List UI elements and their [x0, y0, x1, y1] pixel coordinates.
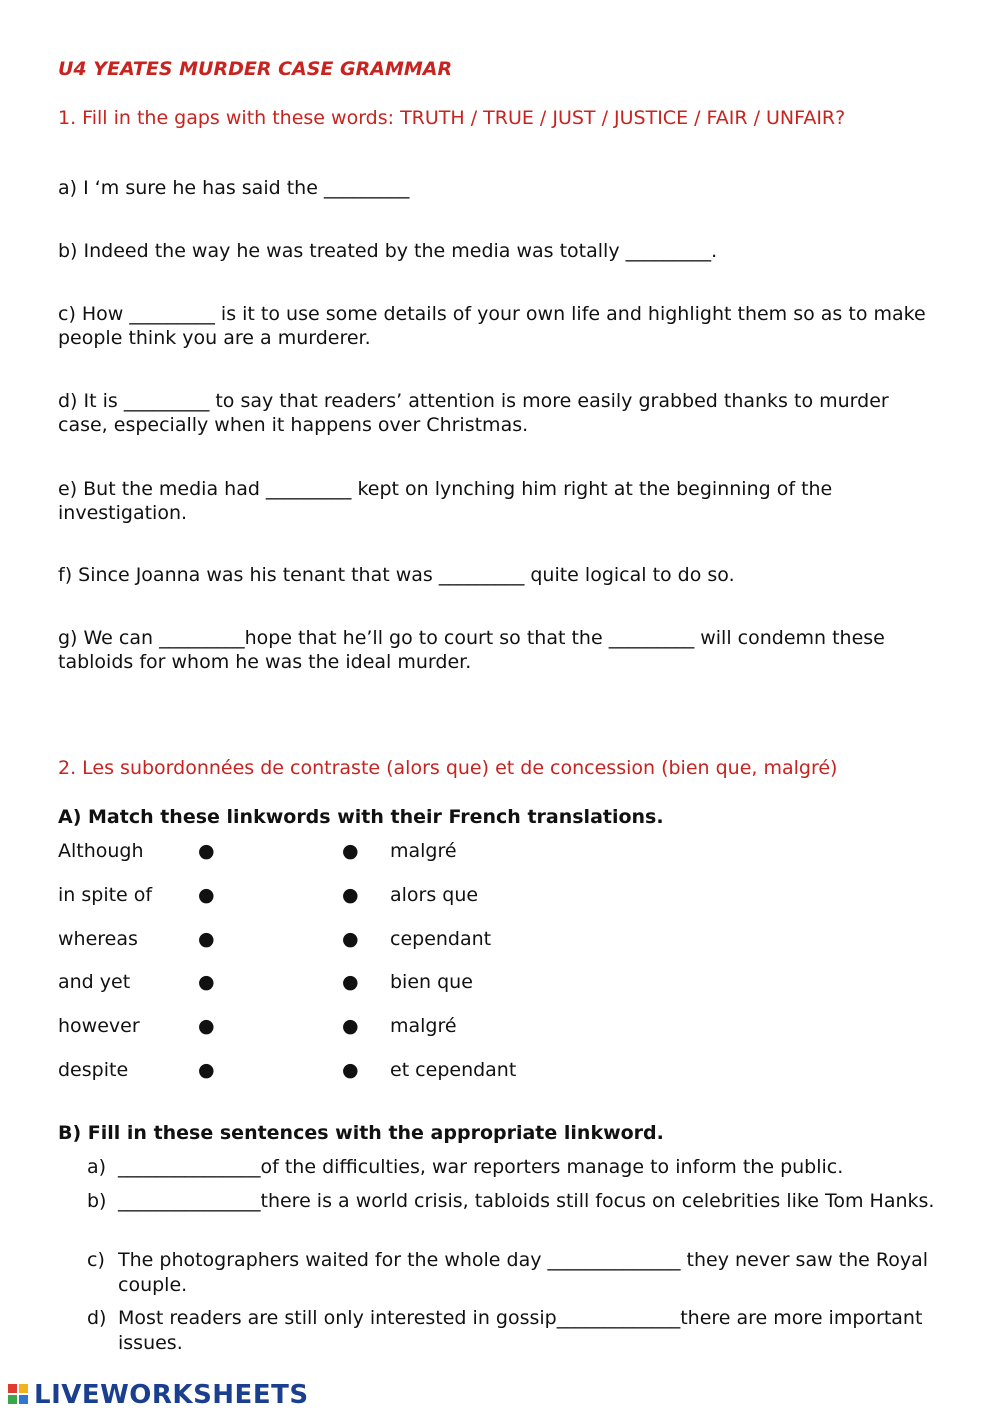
item-label: a)	[87, 1156, 107, 1178]
match-right-term: bien que	[390, 971, 473, 993]
match-right-term: alors que	[390, 884, 479, 906]
item-sentence: Most readers are still only interested in gossip_____________there are more important issues.	[118, 1307, 923, 1354]
match-dot-right[interactable]: ●	[342, 928, 359, 950]
logo-text: LIVEWORKSHEETS	[34, 1380, 309, 1410]
item-sentence: _______________there is a world crisis, tabloids still focus on celebrities like Tom Hanks.	[118, 1190, 935, 1212]
match-dot-right[interactable]: ●	[342, 840, 359, 862]
match-row	[58, 1059, 658, 1083]
match-left-term: in spite of	[58, 884, 153, 906]
match-right-term: et cependant	[390, 1059, 517, 1081]
match-dot-left[interactable]: ●	[198, 884, 215, 906]
match-right-term: malgré	[390, 840, 457, 862]
match-left-term: however	[58, 1015, 140, 1037]
match-row	[58, 840, 658, 864]
question-1d: d) It is _________ to say that readers’ attention is more easily grabbed thanks to murder case, especially when it happens over Christmas.	[58, 390, 889, 436]
match-dot-right[interactable]: ●	[342, 884, 359, 906]
section1-heading: 1. Fill in the gaps with these words: TRUTH / TRUE / JUST / JUSTICE / FAIR / UNFAIR?	[58, 107, 846, 129]
match-left-term: and yet	[58, 971, 131, 993]
worksheet-title: U4 YEATES MURDER CASE GRAMMAR	[58, 58, 453, 80]
match-dot-right[interactable]: ●	[342, 1015, 359, 1037]
match-row	[58, 884, 658, 908]
section2-heading: 2. Les subordonnées de contraste (alors que) et de concession (bien que, malgré)	[58, 757, 838, 779]
item-sentence: The photographers waited for the whole day ______________ they never saw the Royal couple.	[118, 1249, 929, 1296]
match-dot-left[interactable]: ●	[198, 1015, 215, 1037]
match-row	[58, 1015, 658, 1039]
match-dot-left[interactable]: ●	[198, 971, 215, 993]
logo-blocks-icon	[8, 1384, 30, 1406]
item-label: d)	[87, 1307, 107, 1329]
match-dot-left[interactable]: ●	[198, 840, 215, 862]
item-label: b)	[87, 1190, 107, 1212]
match-dot-right[interactable]: ●	[342, 971, 359, 993]
match-left-term: despite	[58, 1059, 129, 1081]
match-left-term: Although	[58, 840, 144, 862]
question-1b: b) Indeed the way he was treated by the media was totally _________.	[58, 240, 718, 262]
question-1a: a) I ‘m sure he has said the _________	[58, 177, 410, 199]
match-dot-left[interactable]: ●	[198, 1059, 215, 1081]
match-left-term: whereas	[58, 928, 138, 950]
match-row	[58, 928, 658, 952]
match-row	[58, 971, 658, 995]
question-1c: c) How _________ is it to use some details of your own life and highlight them so as to make people think you are a murderer.	[58, 303, 926, 349]
match-right-term: cependant	[390, 928, 492, 950]
question-1e: e) But the media had _________ kept on lynching him right at the beginning of the investigation.	[58, 478, 833, 524]
part-b-heading: B) Fill in these sentences with the appropriate linkword.	[58, 1122, 664, 1144]
part-a-heading: A) Match these linkwords with their French translations.	[58, 806, 664, 828]
match-dot-left[interactable]: ●	[198, 928, 215, 950]
question-1f: f) Since Joanna was his tenant that was _________ quite logical to do so.	[58, 564, 735, 586]
question-1g: g) We can _________hope that he’ll go to court so that the _________ will condemn these tabloids for whom he was the ideal murder.	[58, 627, 885, 673]
match-right-term: malgré	[390, 1015, 457, 1037]
item-label: c)	[87, 1249, 105, 1271]
match-dot-right[interactable]: ●	[342, 1059, 359, 1081]
liveworksheets-logo[interactable]	[8, 1378, 309, 1412]
item-sentence: _______________of the difficulties, war reporters manage to inform the public.	[118, 1156, 844, 1178]
